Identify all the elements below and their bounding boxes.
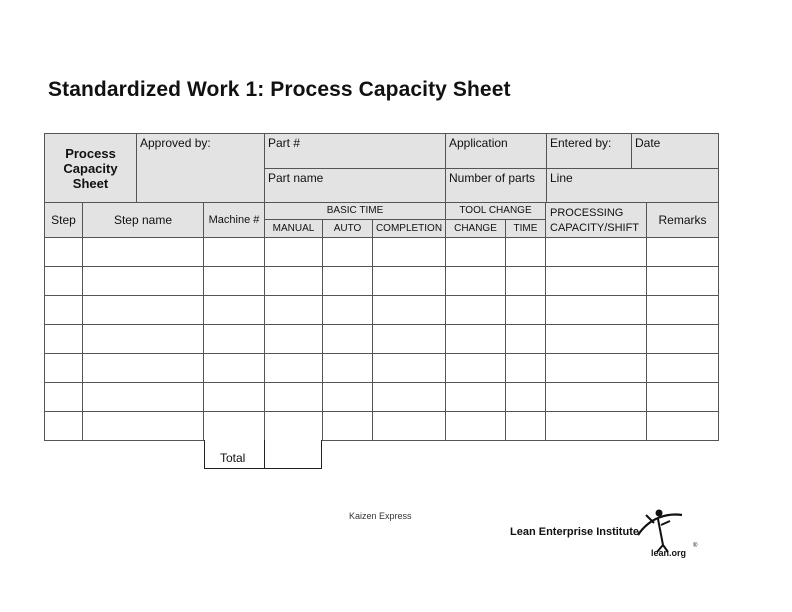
entered-by-field[interactable]: Entered by:	[546, 133, 632, 169]
cell-remarks[interactable]	[646, 324, 719, 354]
column-header-tool-change: TOOL CHANGE	[445, 202, 546, 220]
date-field[interactable]: Date	[631, 133, 719, 169]
logo-url[interactable]: lean.org	[651, 548, 687, 558]
cell-completion[interactable]	[372, 266, 446, 296]
cell-time[interactable]	[505, 266, 546, 296]
cell-step[interactable]	[44, 266, 83, 296]
cell-step[interactable]	[44, 324, 83, 354]
cell-manual[interactable]	[264, 411, 323, 441]
number-of-parts-field[interactable]: Number of parts	[445, 168, 547, 203]
column-header-time: TIME	[505, 219, 546, 238]
cell-remarks[interactable]	[646, 382, 719, 412]
cell-auto[interactable]	[322, 382, 373, 412]
cell-manual[interactable]	[264, 266, 323, 296]
cell-machine[interactable]	[203, 266, 265, 296]
cell-processing[interactable]	[545, 295, 647, 325]
total-label-cell	[204, 440, 265, 469]
cell-auto[interactable]	[322, 295, 373, 325]
logo-name: Lean Enterprise Institute	[510, 526, 639, 538]
cell-time[interactable]	[505, 411, 546, 441]
cell-processing[interactable]	[545, 382, 647, 412]
cell-change[interactable]	[445, 411, 506, 441]
cell-auto[interactable]	[322, 266, 373, 296]
cell-processing[interactable]	[545, 237, 647, 267]
cell-manual[interactable]	[264, 353, 323, 383]
cell-step-name[interactable]	[82, 295, 204, 325]
cell-time[interactable]	[505, 324, 546, 354]
cell-step-name[interactable]	[82, 237, 204, 267]
column-header-step-name: Step name	[82, 202, 204, 238]
cell-step-name[interactable]	[82, 411, 204, 441]
cell-completion[interactable]	[372, 295, 446, 325]
column-header-manual: MANUAL	[264, 219, 323, 238]
cell-completion[interactable]	[372, 324, 446, 354]
cell-machine[interactable]	[203, 382, 265, 412]
cell-manual[interactable]	[264, 237, 323, 267]
cell-step-name[interactable]	[82, 266, 204, 296]
cell-step-name[interactable]	[82, 382, 204, 412]
cell-step[interactable]	[44, 411, 83, 441]
footer-source: Kaizen Express	[349, 511, 412, 521]
cell-machine[interactable]	[203, 353, 265, 383]
cell-remarks[interactable]	[646, 295, 719, 325]
cell-time[interactable]	[505, 382, 546, 412]
process-capacity-label: Process Capacity Sheet	[44, 133, 137, 203]
cell-change[interactable]	[445, 324, 506, 354]
column-header-basic-time: BASIC TIME	[264, 202, 446, 220]
cell-auto[interactable]	[322, 353, 373, 383]
cell-processing[interactable]	[545, 411, 647, 441]
cell-manual[interactable]	[264, 295, 323, 325]
application-field[interactable]: Application	[445, 133, 547, 169]
line-field[interactable]: Line	[546, 168, 719, 203]
cell-step[interactable]	[44, 295, 83, 325]
capacity-sheet-table	[44, 133, 719, 441]
cell-manual[interactable]	[264, 324, 323, 354]
column-header-completion: COMPLETION	[372, 219, 446, 238]
part-name-field[interactable]: Part name	[264, 168, 446, 203]
cell-processing[interactable]	[545, 324, 647, 354]
column-header-remarks: Remarks	[646, 202, 719, 238]
cell-remarks[interactable]	[646, 353, 719, 383]
part-number-field[interactable]: Part #	[264, 133, 446, 169]
cell-auto[interactable]	[322, 237, 373, 267]
cell-remarks[interactable]	[646, 237, 719, 267]
column-header-machine: Machine #	[203, 202, 265, 238]
cell-change[interactable]	[445, 353, 506, 383]
cell-step-name[interactable]	[82, 353, 204, 383]
cell-processing[interactable]	[545, 266, 647, 296]
cell-change[interactable]	[445, 237, 506, 267]
total-value-cell[interactable]	[264, 440, 322, 469]
cell-time[interactable]	[505, 295, 546, 325]
cell-auto[interactable]	[322, 324, 373, 354]
cell-machine[interactable]	[203, 324, 265, 354]
column-header-change: CHANGE	[445, 219, 506, 238]
cell-change[interactable]	[445, 295, 506, 325]
cell-change[interactable]	[445, 382, 506, 412]
cell-time[interactable]	[505, 237, 546, 267]
cell-step[interactable]	[44, 353, 83, 383]
cell-machine[interactable]	[203, 237, 265, 267]
cell-processing[interactable]	[545, 353, 647, 383]
cell-time[interactable]	[505, 353, 546, 383]
approved-by-field[interactable]: Approved by:	[136, 133, 265, 203]
cell-completion[interactable]	[372, 353, 446, 383]
cell-remarks[interactable]	[646, 411, 719, 441]
cell-machine[interactable]	[203, 411, 265, 441]
column-header-step: Step	[44, 202, 83, 238]
cell-change[interactable]	[445, 266, 506, 296]
page-title: Standardized Work 1: Process Capacity Sheet	[48, 78, 511, 101]
cell-auto[interactable]	[322, 411, 373, 441]
cell-step-name[interactable]	[82, 324, 204, 354]
cell-completion[interactable]	[372, 411, 446, 441]
cell-machine[interactable]	[203, 295, 265, 325]
cell-manual[interactable]	[264, 382, 323, 412]
column-header-processing-capacity: PROCESSING CAPACITY/SHIFT	[545, 202, 647, 238]
column-header-auto: AUTO	[322, 219, 373, 238]
cell-completion[interactable]	[372, 382, 446, 412]
cell-completion[interactable]	[372, 237, 446, 267]
cell-remarks[interactable]	[646, 266, 719, 296]
registered-mark: ®	[693, 543, 698, 549]
cell-step[interactable]	[44, 382, 83, 412]
total-label: Total	[220, 451, 246, 465]
cell-step[interactable]	[44, 237, 83, 267]
